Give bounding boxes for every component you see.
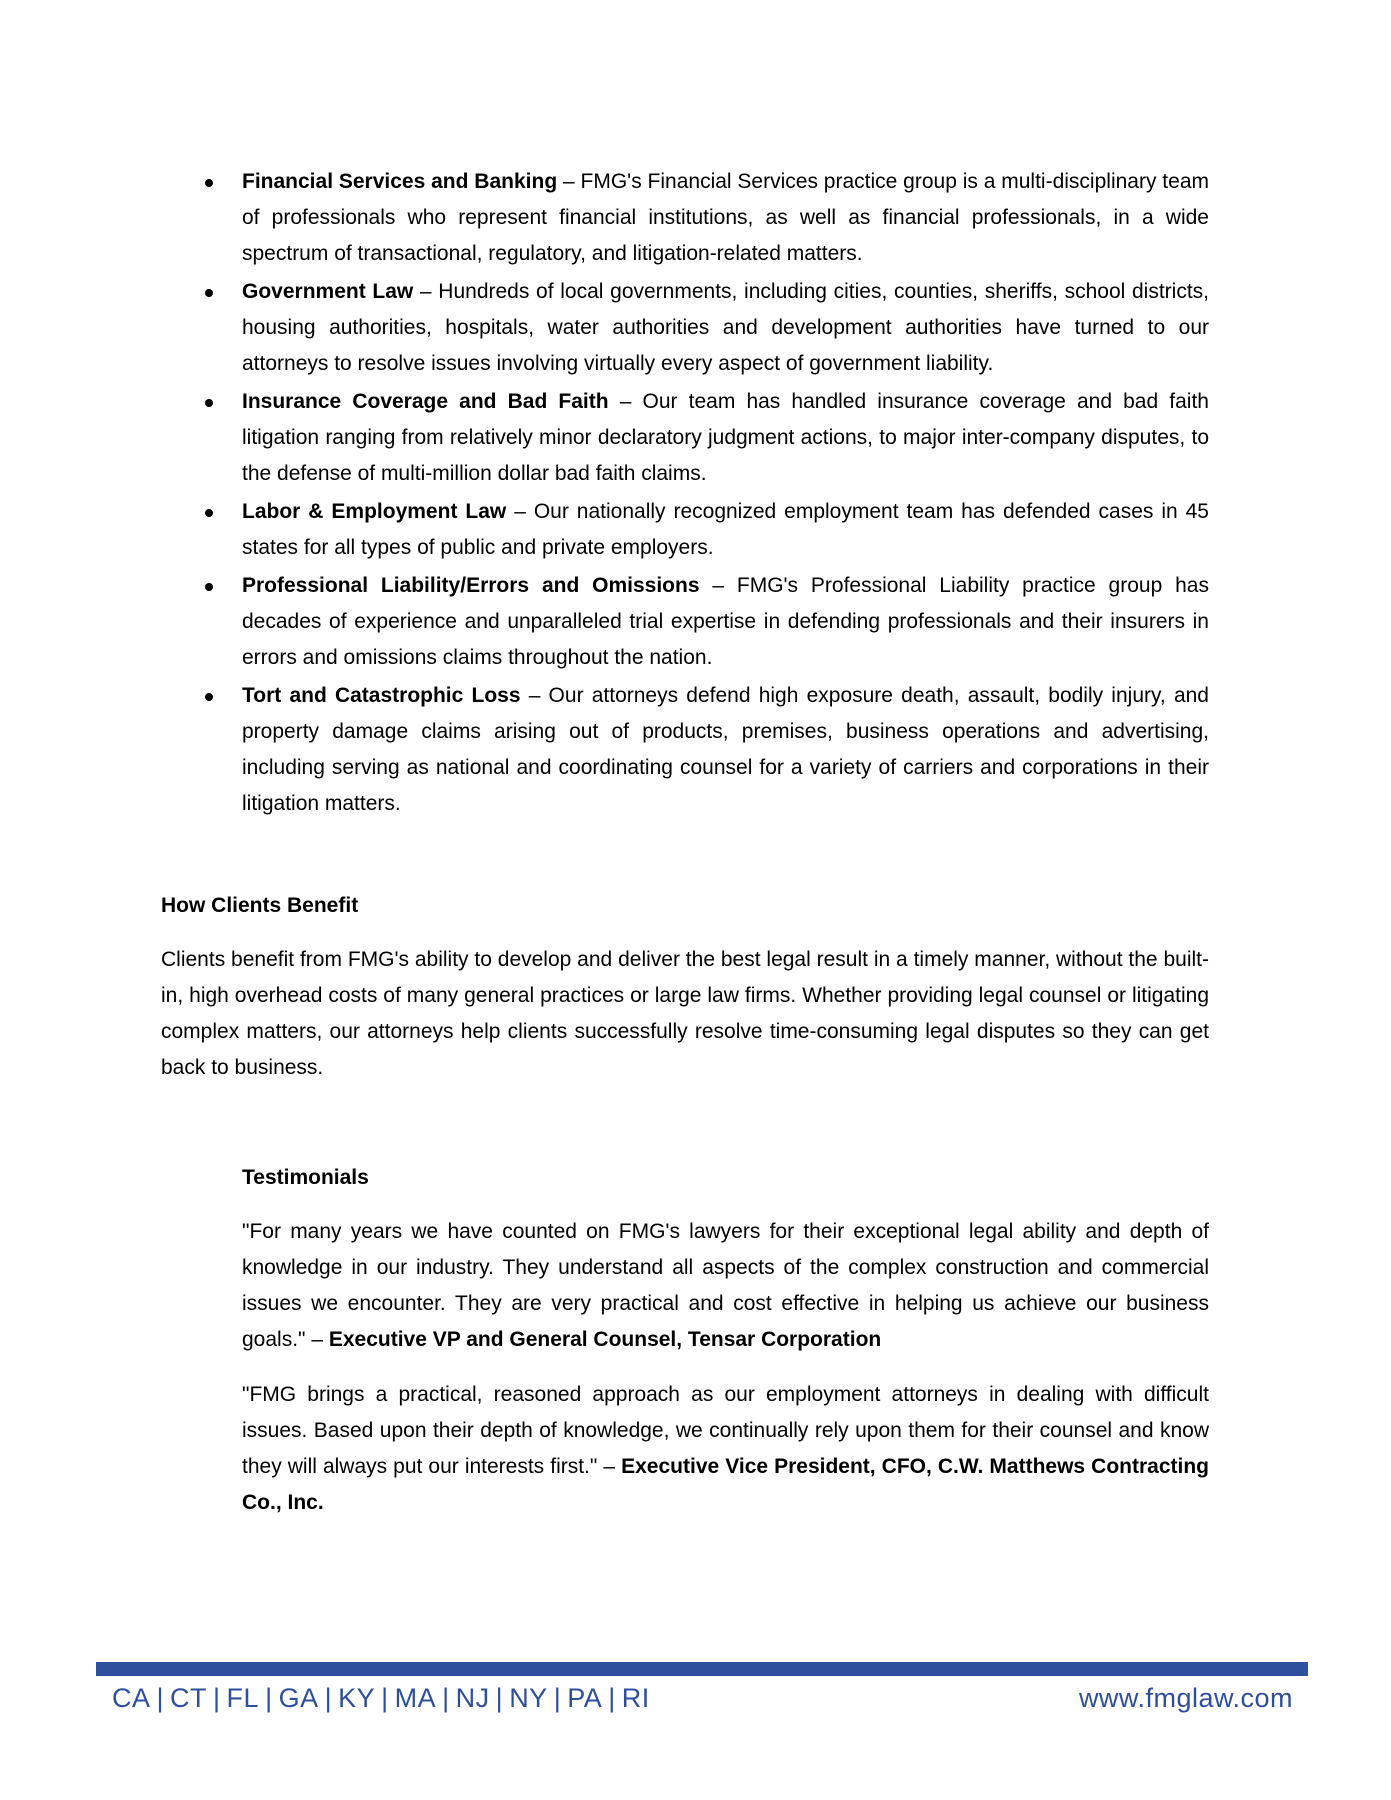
bullet-icon: [205, 399, 213, 407]
practice-area-text: – FMG's Professional Liability practice group has decades of experience and unparalleled trial expertise in defending professionals and their insurers in errors and omissions claims throughout the nation.: [242, 574, 1209, 669]
separator: |: [381, 1683, 389, 1713]
bullet-icon: [205, 289, 213, 297]
separator: |: [442, 1683, 450, 1713]
separator: |: [156, 1683, 165, 1713]
separator: |: [495, 1683, 504, 1713]
testimonial-quote: [242, 1214, 1209, 1358]
state-label: FL: [226, 1683, 260, 1713]
practice-area-title: Labor & Employment Law: [242, 500, 507, 523]
practice-area-text: – Our nationally recognized employment team has defended cases in 45 states for all types of public and private employers.: [242, 500, 1209, 559]
practice-area-text: – Our attorneys defend high exposure death, assault, bodily injury, and property damage claims arising out of products, premises, business operations and advertising, including serving as national and coordinating counsel for a variety of carriers and corporations in their litigation matters.: [242, 684, 1209, 815]
benefit-paragraph: Clients benefit from FMG's ability to develop and deliver the best legal result in a timely manner, without the built-in, high overhead costs of many general practices or large law firms. Whether providing legal counsel or litigating complex matters, our attorneys help clients successfully resolve time-consuming legal disputes so they can get back to business.: [161, 948, 1209, 1079]
bullet-icon: [205, 693, 213, 701]
state-label: NJ: [455, 1683, 490, 1713]
list-item: [242, 678, 1209, 822]
separator: |: [324, 1683, 333, 1713]
practice-area-title: Professional Liability/Errors and Omissions: [242, 574, 700, 597]
state-label: CA: [112, 1683, 151, 1713]
state-label: RI: [621, 1683, 650, 1713]
testimonials-heading: Testimonials: [242, 1166, 369, 1189]
practice-area-title: Insurance Coverage and Bad Faith: [242, 390, 609, 413]
quote-attribution: Executive Vice President, CFO, C.W. Matthews Contracting Co., Inc.: [242, 1455, 1209, 1514]
state-label: KY: [338, 1683, 376, 1713]
list-item: [242, 568, 1209, 676]
practice-area-title: Government Law: [242, 280, 414, 303]
separator: |: [553, 1683, 562, 1713]
bullet-icon: [205, 509, 213, 517]
state-label: GA: [278, 1683, 319, 1713]
separator: |: [265, 1683, 273, 1713]
list-item: [242, 274, 1209, 382]
quote-text: "For many years we have counted on FMG's lawyers for their exceptional legal ability and depth of knowledge in our industry. They understand all aspects of the complex construction and commercial issues we encounter. They are very practical and cost effective in helping us achieve our business goals." –: [242, 1220, 1209, 1351]
footer-divider: [96, 1662, 1308, 1676]
practice-area-title: Financial Services and Banking: [242, 170, 558, 193]
bullet-icon: [205, 179, 213, 187]
website-link[interactable]: www.fmglaw.com: [1078, 1683, 1293, 1713]
bullet-icon: [205, 583, 213, 591]
state-label: CT: [170, 1683, 208, 1713]
benefit-heading: How Clients Benefit: [161, 894, 359, 917]
footer-states: [112, 1678, 650, 1718]
practice-area-text: – FMG's Financial Services practice group is a multi-disciplinary team of professionals who represent financial institutions, as well as financial professionals, in a wide spectrum of transactional, regulatory, and litigation-related matters.: [242, 170, 1209, 265]
state-label: MA: [394, 1683, 437, 1713]
state-label: PA: [567, 1683, 603, 1713]
list-item: [242, 494, 1209, 566]
practice-areas-list: [242, 164, 1209, 824]
separator: |: [608, 1683, 616, 1713]
quote-text: "FMG brings a practical, reasoned approach as our employment attorneys in dealing with difficult issues. Based upon their depth of knowledge, we continually rely upon them for their counsel and know they will always put our interests first." –: [242, 1383, 1209, 1478]
list-item: [242, 164, 1209, 272]
practice-area-text: – Hundreds of local governments, including cities, counties, sheriffs, school districts, housing authorities, hospitals, water authorities and development authorities have turned to our attorneys to resolve issues involving virtually every aspect of government liability.: [242, 280, 1209, 375]
quote-attribution: Executive VP and General Counsel, Tensar Corporation: [328, 1328, 882, 1351]
practice-area-title: Tort and Catastrophic Loss: [242, 684, 521, 707]
list-item: [242, 384, 1209, 492]
separator: |: [213, 1683, 221, 1713]
state-label: NY: [509, 1683, 548, 1713]
testimonial-quote: [242, 1377, 1209, 1521]
practice-area-text: – Our team has handled insurance coverage and bad faith litigation ranging from relatively minor declaratory judgment actions, to major inter-company disputes, to the defense of multi-million dollar bad faith claims.: [242, 390, 1209, 485]
